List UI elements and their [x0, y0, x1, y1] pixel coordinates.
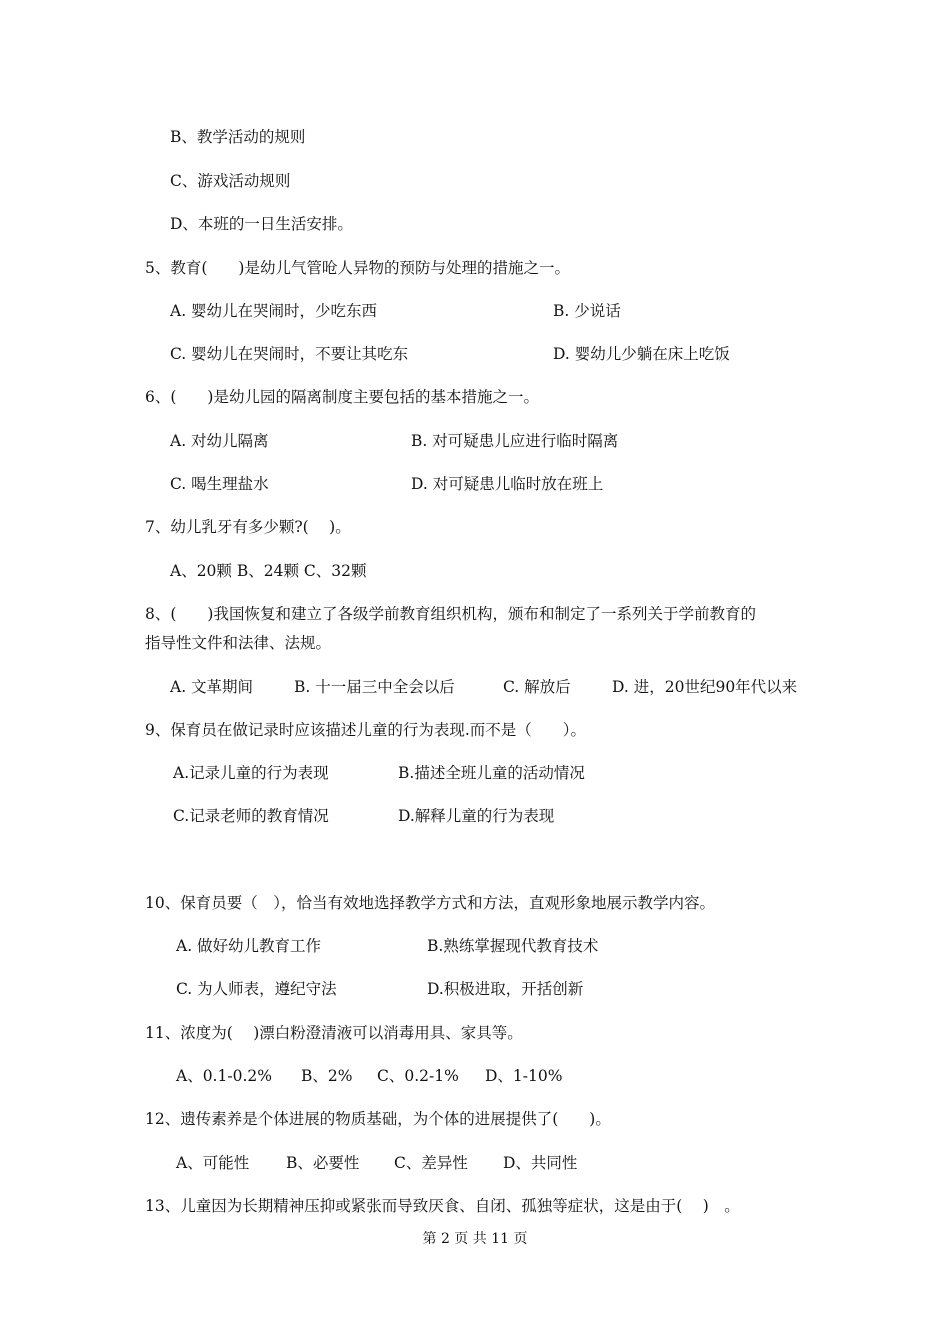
q12-option-d: D、共同性 [503, 1154, 578, 1172]
q8-option-a: A. 文革期间 [170, 678, 254, 696]
q8-stem-line2: 指导性文件和法律、法规。 [145, 634, 332, 652]
page-number-footer: 第 2 页 共 11 页 [422, 1231, 528, 1247]
q8-option-b: B. 十一届三中全会以后 [294, 678, 455, 696]
q11-option-d: D、1-10% [485, 1067, 563, 1085]
q10-option-d: D.积极进取，开括创新 [427, 980, 584, 998]
q7-stem: 7、幼儿乳牙有多少颗?( )。 [145, 518, 351, 536]
q5-option-b: B. 少说话 [553, 302, 621, 320]
q11-option-c: C、0.2-1% [377, 1067, 459, 1085]
q5-option-a: A. 婴幼儿在哭闹时，少吃东西 [170, 302, 378, 320]
q4-option-c: C、游戏活动规则 [170, 172, 291, 190]
q8-stem-line1: 8、( )我国恢复和建立了各级学前教育组织机构，颁布和制定了一系列关于学前教育的 [145, 605, 756, 623]
q10-option-c: C. 为人师表，遵纪守法 [176, 980, 337, 998]
q6-option-a: A. 对幼儿隔离 [170, 432, 269, 450]
q5-stem: 5、教育( )是幼儿气管呛人异物的预防与处理的措施之一。 [145, 259, 570, 277]
q9-stem: 9、保育员在做记录时应该描述儿童的行为表现.而不是（ ）。 [145, 721, 587, 739]
q12-option-a: A、可能性 [176, 1154, 250, 1172]
q12-option-c: C、差异性 [394, 1154, 468, 1172]
q10-stem: 10、保育员要（ ），恰当有效地选择教学方式和方法，直观形象地展示教学内容。 [145, 894, 715, 912]
q9-option-d: D.解释儿童的行为表现 [398, 807, 555, 825]
q4-option-d: D、本班的一日生活安排。 [170, 215, 353, 233]
q5-option-c: C. 婴幼儿在哭闹时，不要让其吃东 [170, 345, 409, 363]
q10-option-b: B.熟练掌握现代教育技术 [427, 937, 599, 955]
q8-option-c: C. 解放后 [503, 678, 571, 696]
q11-option-a: A、0.1-0.2% [176, 1067, 272, 1085]
q6-option-c: C. 喝生理盐水 [170, 475, 269, 493]
q10-option-a: A. 做好幼儿教育工作 [176, 937, 322, 955]
q9-option-c: C.记录老师的教育情况 [173, 807, 329, 825]
q12-option-b: B、必要性 [286, 1154, 360, 1172]
q9-option-a: A.记录儿童的行为表现 [173, 764, 329, 782]
q12-stem: 12、遗传素养是个体进展的物质基础，为个体的进展提供了( )。 [145, 1110, 611, 1128]
q8-option-d: D. 进，20世纪90年代以来 [612, 678, 798, 696]
q7-options: A、20颗 B、24颗 C、32颗 [170, 562, 367, 580]
q6-option-b: B. 对可疑患儿应进行临时隔离 [411, 432, 619, 450]
q11-stem: 11、浓度为( )漂白粉澄清液可以消毒用具、家具等。 [145, 1024, 523, 1042]
q5-option-d: D. 婴幼儿少躺在床上吃饭 [553, 345, 730, 363]
q6-option-d: D. 对可疑患儿临时放在班上 [411, 475, 604, 493]
q11-option-b: B、2% [301, 1067, 353, 1085]
q4-option-b: B、教学活动的规则 [170, 128, 306, 146]
q13-stem: 13、儿童因为长期精神压抑或紧张而导致厌食、自闭、孤独等症状，这是由于( ) 。 [145, 1197, 740, 1215]
q9-option-b: B.描述全班儿童的活动情况 [398, 764, 585, 782]
q6-stem: 6、( )是幼儿园的隔离制度主要包括的基本措施之一。 [145, 388, 539, 406]
